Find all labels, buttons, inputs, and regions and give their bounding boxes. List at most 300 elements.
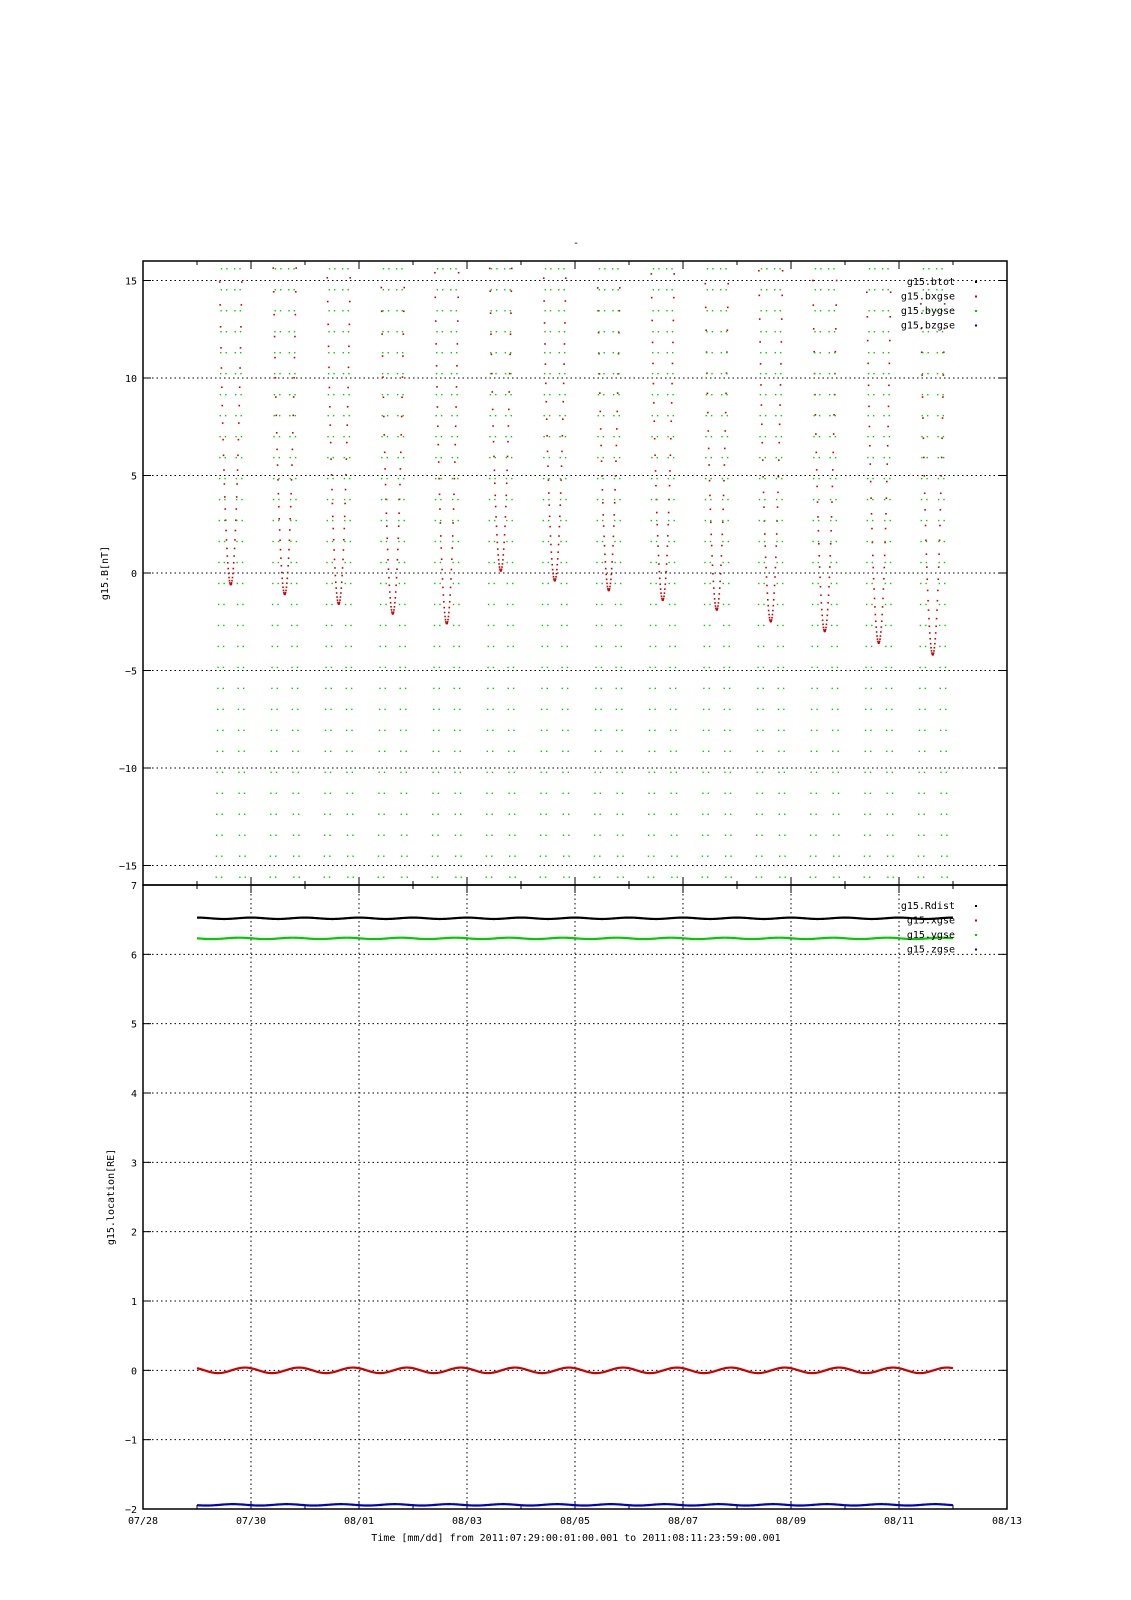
- bxgse-point: [723, 495, 725, 497]
- bygse-point: [387, 457, 388, 458]
- bygse-point: [814, 352, 815, 353]
- bygse-point: [509, 877, 510, 878]
- bxgse-point: [453, 494, 455, 496]
- bygse-point: [344, 541, 345, 542]
- bygse-point: [622, 793, 623, 794]
- bygse-point: [288, 268, 289, 269]
- bygse-point: [296, 583, 297, 584]
- bygse-point: [401, 835, 402, 836]
- bygse-point: [542, 562, 543, 563]
- bygse-point: [404, 562, 405, 563]
- bygse-point: [560, 457, 561, 458]
- bygse-point: [435, 520, 436, 521]
- bygse-point: [709, 688, 710, 689]
- bygse-point: [438, 709, 439, 710]
- bxgse-point: [655, 470, 657, 472]
- bygse-point: [828, 331, 829, 332]
- bygse-point: [244, 772, 245, 773]
- bygse-point: [813, 457, 814, 458]
- bygse-point: [893, 877, 894, 878]
- bygse-point: [225, 352, 226, 353]
- bxgse-point: [615, 460, 617, 462]
- bxgse-point: [771, 619, 773, 621]
- bygse-point: [278, 478, 279, 479]
- bygse-point: [704, 604, 705, 605]
- bxgse-point: [659, 583, 661, 585]
- bygse-point: [294, 373, 295, 374]
- bxgse-point: [221, 386, 223, 388]
- bygse-point: [615, 583, 616, 584]
- bxgse-point: [664, 583, 666, 585]
- bxgse-point: [883, 588, 885, 590]
- bygse-point: [776, 520, 777, 521]
- bygse-point: [562, 730, 563, 731]
- bygse-point: [241, 520, 242, 521]
- bygse-point: [540, 856, 541, 857]
- bygse-point: [729, 667, 730, 668]
- bygse-point: [458, 583, 459, 584]
- bxgse-point: [289, 539, 291, 541]
- bygse-point: [486, 835, 487, 836]
- bygse-point: [382, 331, 383, 332]
- bxgse-point: [926, 553, 928, 555]
- bygse-point: [766, 289, 767, 290]
- bygse-point: [218, 625, 219, 626]
- bxgse-point: [565, 300, 567, 302]
- bygse-point: [886, 730, 887, 731]
- bygse-point: [649, 709, 650, 710]
- bygse-point: [486, 793, 487, 794]
- bygse-point: [278, 541, 279, 542]
- bygse-point: [343, 352, 344, 353]
- bygse-point: [218, 583, 219, 584]
- bygse-point: [396, 268, 397, 269]
- bygse-point: [785, 877, 786, 878]
- bygse-point: [271, 688, 272, 689]
- bygse-point: [869, 814, 870, 815]
- bygse-point: [243, 667, 244, 668]
- bygse-point: [889, 457, 890, 458]
- bygse-point: [724, 688, 725, 689]
- bygse-point: [601, 688, 602, 689]
- bygse-point: [597, 457, 598, 458]
- bxgse-point: [831, 501, 833, 503]
- bygse-point: [433, 709, 434, 710]
- bygse-point: [599, 289, 600, 290]
- bygse-point: [402, 310, 403, 311]
- bygse-point: [938, 499, 939, 500]
- bxgse-point: [385, 484, 387, 486]
- bygse-point: [348, 394, 349, 395]
- bygse-point: [726, 310, 727, 311]
- bygse-point: [241, 457, 242, 458]
- bygse-point: [710, 478, 711, 479]
- bygse-point: [238, 751, 239, 752]
- bygse-point: [925, 625, 926, 626]
- bxgse-point: [609, 586, 611, 588]
- bxgse-point: [772, 605, 774, 607]
- bygse-point: [838, 772, 839, 773]
- bygse-point: [829, 415, 830, 416]
- bxgse-point: [282, 582, 284, 584]
- bygse-point: [757, 709, 758, 710]
- bygse-point: [622, 772, 623, 773]
- bxgse-point: [719, 587, 721, 589]
- bxgse-point: [937, 590, 939, 592]
- bygse-point: [595, 730, 596, 731]
- bxgse-point: [651, 320, 653, 322]
- bxgse-point: [818, 555, 820, 557]
- bygse-point: [709, 667, 710, 668]
- bygse-point: [329, 814, 330, 815]
- bygse-point: [727, 457, 728, 458]
- bygse-point: [830, 562, 831, 563]
- bxgse-point: [815, 452, 817, 454]
- bxgse-point: [721, 534, 723, 536]
- bxgse-point: [564, 322, 566, 324]
- bygse-point: [864, 814, 865, 815]
- bxgse-point: [391, 609, 393, 611]
- bygse-point: [812, 646, 813, 647]
- bxgse-point: [829, 577, 831, 579]
- bygse-point: [515, 877, 516, 878]
- bygse-point: [236, 541, 237, 542]
- bxgse-point: [561, 465, 563, 467]
- bygse-point: [648, 856, 649, 857]
- bygse-point: [656, 562, 657, 563]
- bygse-point: [436, 415, 437, 416]
- bygse-point: [818, 520, 819, 521]
- bygse-point: [657, 352, 658, 353]
- bygse-point: [434, 625, 435, 626]
- bygse-point: [270, 772, 271, 773]
- bxgse-point: [816, 486, 818, 488]
- bygse-point: [833, 268, 834, 269]
- bygse-point: [703, 730, 704, 731]
- bygse-point: [600, 730, 601, 731]
- bygse-point: [922, 394, 923, 395]
- bygse-point: [711, 373, 712, 374]
- bygse-point: [543, 499, 544, 500]
- bxgse-point: [707, 430, 709, 432]
- bygse-point: [603, 457, 604, 458]
- bygse-point: [867, 457, 868, 458]
- bxgse-point: [866, 291, 868, 293]
- bygse-point: [496, 331, 497, 332]
- bygse-point: [452, 541, 453, 542]
- bxgse-point: [877, 638, 879, 640]
- bxgse-point: [231, 580, 233, 582]
- bygse-point: [649, 688, 650, 689]
- bxgse-point: [876, 631, 878, 633]
- bxgse-point: [651, 297, 653, 299]
- bygse-point: [298, 793, 299, 794]
- legend-swatch: [975, 296, 977, 298]
- bygse-point: [457, 457, 458, 458]
- bygse-point: [387, 373, 388, 374]
- bygse-point: [270, 814, 271, 815]
- bygse-point: [506, 457, 507, 458]
- bygse-point: [676, 814, 677, 815]
- bxgse-point: [881, 614, 883, 616]
- bygse-point: [708, 709, 709, 710]
- bygse-point: [650, 625, 651, 626]
- bygse-point: [672, 394, 673, 395]
- bygse-point: [562, 709, 563, 710]
- bygse-point: [708, 730, 709, 731]
- bygse-point: [666, 268, 667, 269]
- bxgse-point: [826, 624, 828, 626]
- bygse-point: [705, 520, 706, 521]
- bxgse-point: [279, 529, 281, 531]
- bxgse-point: [380, 287, 382, 289]
- bygse-point: [653, 877, 654, 878]
- bygse-point: [722, 520, 723, 521]
- bygse-point: [272, 625, 273, 626]
- bygse-point: [723, 667, 724, 668]
- bygse-point: [279, 394, 280, 395]
- bygse-point: [937, 373, 938, 374]
- bxgse-point: [758, 295, 760, 297]
- bxgse-point: [439, 508, 441, 510]
- bxgse-point: [396, 577, 398, 579]
- bxgse-point: [291, 464, 293, 466]
- bygse-point: [324, 835, 325, 836]
- bygse-point: [784, 814, 785, 815]
- bygse-point: [293, 856, 294, 857]
- bxgse-point: [562, 401, 564, 403]
- bxgse-point: [560, 479, 562, 481]
- bygse-point: [673, 436, 674, 437]
- bygse-point: [937, 352, 938, 353]
- bygse-point: [762, 751, 763, 752]
- bxgse-point: [765, 567, 767, 569]
- bygse-point: [290, 499, 291, 500]
- bxgse-point: [930, 647, 932, 649]
- bxgse-point: [559, 516, 561, 518]
- bygse-point: [784, 856, 785, 857]
- bygse-point: [453, 667, 454, 668]
- bxgse-point: [508, 409, 510, 411]
- bygse-point: [275, 877, 276, 878]
- bygse-point: [653, 814, 654, 815]
- bygse-point: [653, 835, 654, 836]
- bxgse-point: [888, 385, 890, 387]
- bygse-point: [563, 835, 564, 836]
- bygse-point: [781, 436, 782, 437]
- bygse-point: [458, 541, 459, 542]
- bxgse-point: [663, 598, 665, 600]
- bygse-point: [328, 415, 329, 416]
- bygse-point: [486, 814, 487, 815]
- bxgse-point: [652, 363, 654, 365]
- bygse-point: [730, 793, 731, 794]
- bygse-point: [405, 709, 406, 710]
- bygse-point: [559, 415, 560, 416]
- bygse-point: [344, 562, 345, 563]
- bygse-point: [657, 373, 658, 374]
- bygse-point: [595, 709, 596, 710]
- bygse-point: [507, 604, 508, 605]
- bxgse-point: [718, 602, 720, 604]
- bygse-point: [866, 541, 867, 542]
- bxgse-point: [823, 627, 825, 629]
- bygse-point: [560, 499, 561, 500]
- bygse-point: [223, 667, 224, 668]
- bygse-point: [816, 751, 817, 752]
- bxgse-point: [673, 297, 675, 299]
- bxgse-point: [616, 445, 618, 447]
- bygse-point: [705, 499, 706, 500]
- bygse-point: [505, 436, 506, 437]
- bxgse-point: [287, 572, 289, 574]
- bxgse-point: [451, 547, 453, 549]
- bygse-point: [543, 436, 544, 437]
- bygse-point: [388, 289, 389, 290]
- bxgse-point: [712, 573, 714, 575]
- bygse-point: [938, 457, 939, 458]
- bygse-point: [297, 646, 298, 647]
- bxgse-point: [767, 592, 769, 594]
- bygse-point: [347, 814, 348, 815]
- bygse-point: [442, 331, 443, 332]
- bxgse-point: [502, 563, 504, 565]
- x-tick-label: 08/11: [883, 1516, 915, 1527]
- bygse-point: [778, 688, 779, 689]
- bygse-point: [617, 268, 618, 269]
- bygse-point: [603, 373, 604, 374]
- bygse-point: [387, 436, 388, 437]
- bygse-point: [504, 268, 505, 269]
- bygse-point: [489, 436, 490, 437]
- bxgse-point: [394, 597, 396, 599]
- y-tick-label: 5: [130, 471, 137, 483]
- bxgse-point: [831, 516, 833, 518]
- bygse-point: [440, 562, 441, 563]
- bygse-point: [712, 289, 713, 290]
- bxgse-point: [925, 525, 927, 527]
- bygse-point: [597, 478, 598, 479]
- bygse-point: [567, 646, 568, 647]
- bygse-point: [491, 814, 492, 815]
- bygse-point: [291, 646, 292, 647]
- bxgse-point: [606, 583, 608, 585]
- bygse-point: [561, 604, 562, 605]
- bygse-point: [492, 793, 493, 794]
- bygse-point: [451, 436, 452, 437]
- bygse-point: [439, 688, 440, 689]
- bxgse-point: [548, 504, 550, 506]
- bxgse-point: [454, 478, 456, 480]
- bxgse-point: [387, 549, 389, 551]
- bygse-point: [783, 751, 784, 752]
- bygse-point: [778, 793, 779, 794]
- bygse-point: [832, 793, 833, 794]
- bygse-point: [887, 814, 888, 815]
- bygse-point: [613, 394, 614, 395]
- bygse-point: [396, 289, 397, 290]
- bygse-point: [614, 520, 615, 521]
- bxgse-point: [451, 569, 453, 571]
- bygse-point: [397, 436, 398, 437]
- bygse-point: [401, 268, 402, 269]
- bygse-point: [919, 667, 920, 668]
- bxgse-point: [830, 543, 832, 545]
- bygse-point: [620, 583, 621, 584]
- bygse-point: [617, 856, 618, 857]
- bygse-point: [490, 373, 491, 374]
- bygse-point: [401, 856, 402, 857]
- bygse-point: [653, 268, 654, 269]
- bxgse-point: [492, 425, 494, 427]
- bygse-point: [327, 457, 328, 458]
- bxgse-point: [227, 562, 229, 564]
- bygse-point: [486, 856, 487, 857]
- bygse-point: [836, 562, 837, 563]
- bygse-point: [783, 646, 784, 647]
- bygse-point: [543, 520, 544, 521]
- bygse-point: [329, 877, 330, 878]
- bygse-point: [621, 709, 622, 710]
- bygse-point: [496, 289, 497, 290]
- bygse-point: [775, 415, 776, 416]
- bygse-point: [870, 730, 871, 731]
- bygse-point: [765, 415, 766, 416]
- bxgse-point: [724, 448, 726, 450]
- bygse-point: [549, 373, 550, 374]
- bygse-point: [295, 436, 296, 437]
- bxgse-point: [604, 545, 606, 547]
- bxgse-point: [611, 561, 613, 563]
- x-tick-label: 08/05: [559, 1516, 591, 1527]
- bygse-point: [540, 814, 541, 815]
- bxgse-point: [827, 602, 829, 604]
- bygse-point: [666, 310, 667, 311]
- bygse-point: [783, 730, 784, 731]
- bygse-point: [404, 583, 405, 584]
- bygse-point: [811, 751, 812, 752]
- bxgse-point: [612, 545, 614, 547]
- bxgse-point: [872, 555, 874, 557]
- bygse-point: [237, 583, 238, 584]
- bygse-point: [675, 751, 676, 752]
- bygse-point: [867, 499, 868, 500]
- bygse-point: [546, 709, 547, 710]
- bygse-point: [598, 415, 599, 416]
- bxgse-point: [820, 586, 822, 588]
- bxgse-point: [559, 504, 561, 506]
- bxgse-point: [330, 442, 332, 444]
- bygse-point: [764, 478, 765, 479]
- bygse-point: [596, 604, 597, 605]
- bygse-point: [328, 310, 329, 311]
- bygse-point: [457, 436, 458, 437]
- bygse-point: [761, 814, 762, 815]
- bygse-point: [549, 415, 550, 416]
- bygse-point: [673, 415, 674, 416]
- bxgse-point: [656, 524, 658, 526]
- bygse-point: [702, 793, 703, 794]
- bygse-point: [816, 730, 817, 731]
- bygse-point: [674, 583, 675, 584]
- bygse-point: [778, 751, 779, 752]
- bygse-point: [947, 877, 948, 878]
- bygse-point: [450, 289, 451, 290]
- bygse-point: [545, 289, 546, 290]
- bygse-point: [920, 625, 921, 626]
- y-tick-label: 15: [124, 276, 137, 288]
- bygse-point: [918, 877, 919, 878]
